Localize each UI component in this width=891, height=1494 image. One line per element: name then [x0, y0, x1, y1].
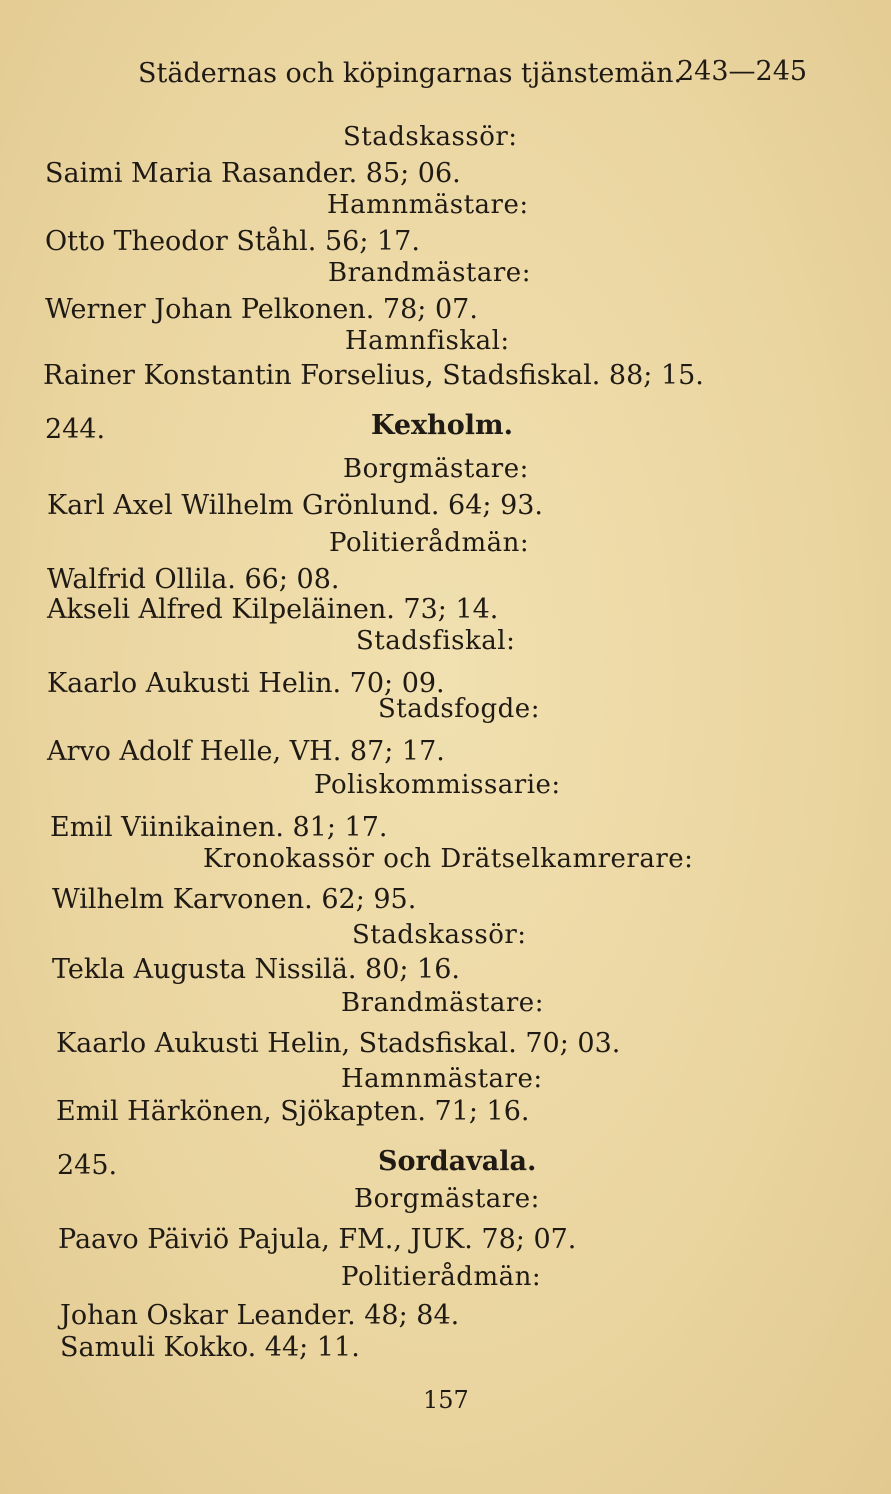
office-title: Hamnfiskal:: [345, 326, 510, 356]
official-entry: Paavo Päiviö Pajula, FM., JUK. 78; 07.: [58, 1224, 577, 1255]
office-title: Stadskassör:: [343, 122, 518, 152]
section-number: 245.: [57, 1150, 118, 1181]
official-entry: Samuli Kokko. 44; 11.: [60, 1332, 360, 1363]
official-entry: Rainer Konstantin Forselius, Stadsfiskal. 88; 15.: [43, 360, 704, 391]
office-title: Borgmästare:: [354, 1184, 540, 1214]
official-entry: Saimi Maria Rasander. 85; 06.: [45, 158, 461, 189]
city-heading: Sordavala.: [378, 1146, 537, 1177]
office-title: Borgmästare:: [343, 454, 529, 484]
office-title: Politierådmän:: [341, 1262, 542, 1292]
city-heading: Kexholm.: [371, 410, 514, 441]
office-title: Politierådmän:: [329, 528, 530, 558]
official-entry: Tekla Augusta Nissilä. 80; 16.: [52, 954, 460, 985]
official-entry: Otto Theodor Ståhl. 56; 17.: [45, 226, 420, 257]
page-number: 157: [423, 1386, 469, 1414]
office-title: Stadskassör:: [352, 920, 527, 950]
official-entry: Werner Johan Pelkonen. 78; 07.: [45, 294, 478, 325]
official-entry: Wilhelm Karvonen. 62; 95.: [52, 884, 417, 915]
office-title: Stadsfogde:: [378, 694, 540, 724]
running-header-range: 243—245: [677, 56, 808, 87]
official-entry: Johan Oskar Leander. 48; 84.: [60, 1300, 460, 1331]
official-entry: Emil Viinikainen. 81; 17.: [50, 812, 388, 843]
running-header-title: Städernas och köpingarnas tjänstemän.: [138, 58, 683, 89]
office-title: Hamnmästare:: [327, 190, 529, 220]
official-entry: Kaarlo Aukusti Helin. 70; 09.: [47, 668, 445, 699]
official-entry: Karl Axel Wilhelm Grönlund. 64; 93.: [47, 490, 544, 521]
office-title: Brandmästare:: [328, 258, 531, 288]
office-title: Brandmästare:: [341, 988, 544, 1018]
official-entry: Akseli Alfred Kilpeläinen. 73; 14.: [47, 594, 499, 625]
official-entry: Arvo Adolf Helle, VH. 87; 17.: [47, 736, 445, 767]
office-title: Kronokassör och Drätselkamrerare:: [203, 844, 694, 874]
official-entry: Walfrid Ollila. 66; 08.: [47, 564, 340, 595]
official-entry: Kaarlo Aukusti Helin, Stadsfiskal. 70; 03.: [56, 1028, 621, 1059]
office-title: Stadsfiskal:: [356, 626, 516, 656]
section-number: 244.: [45, 414, 106, 445]
office-title: Poliskommissarie:: [314, 770, 561, 800]
office-title: Hamnmästare:: [341, 1064, 543, 1094]
official-entry: Emil Härkönen, Sjökapten. 71; 16.: [56, 1096, 530, 1127]
